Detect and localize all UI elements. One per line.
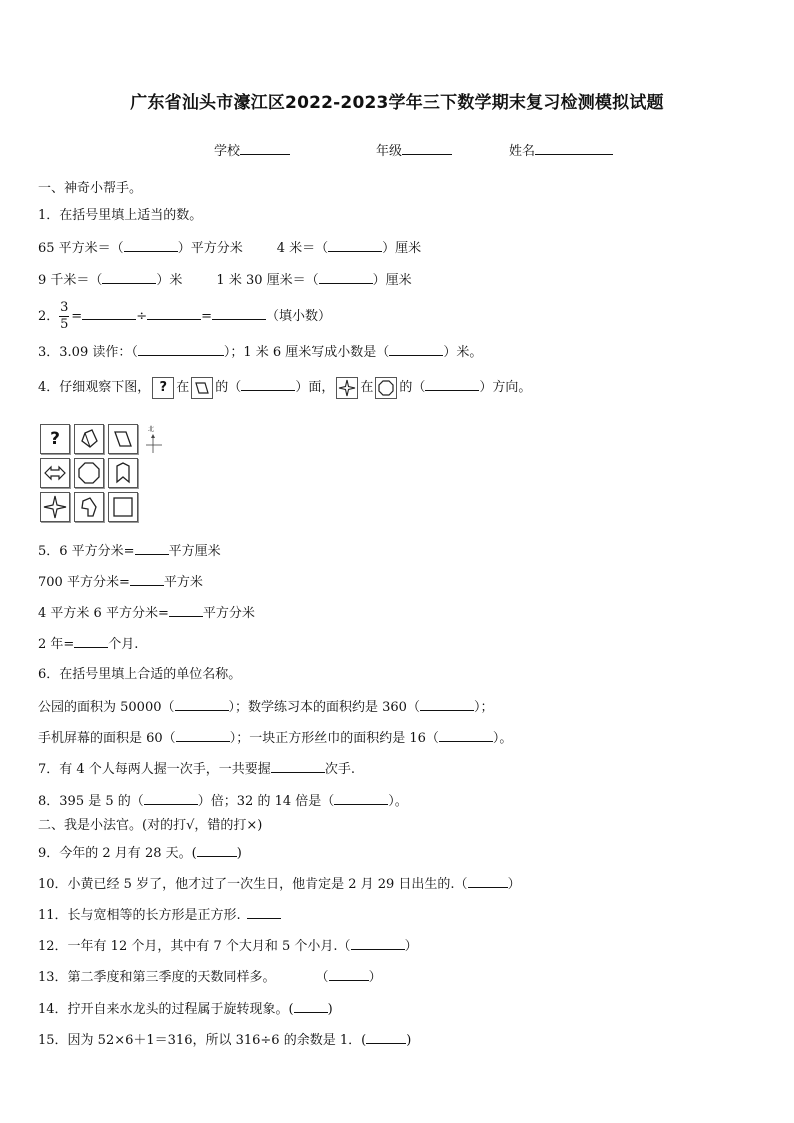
q9-text: ): [236, 846, 242, 861]
grid-cell-irregular: [74, 492, 104, 522]
name-field: [509, 140, 613, 159]
answer-blank[interactable]: [175, 697, 229, 711]
question-5-line-3: [38, 603, 255, 623]
question-4: [38, 376, 531, 400]
parallelogram-box: [191, 377, 213, 399]
grid-cell-square: [108, 492, 138, 522]
question-15: [38, 1030, 411, 1050]
question-mark-icon: ?: [50, 429, 60, 449]
q5-text: 4 平方米 6 平方分米=: [38, 606, 169, 621]
question-3: [38, 342, 482, 362]
section-2-heading: 二、我是小法官。(对的打√，错的打×): [38, 818, 263, 833]
q1-text: ）厘米: [382, 241, 422, 256]
question-5-line-2: [38, 572, 203, 592]
q14-text: 14．拧开自来水龙头的过程属于旋转现象。(: [38, 1002, 294, 1017]
fraction: [59, 301, 69, 332]
q5-text: 2 年=: [38, 637, 75, 652]
q5-text: 平方分米: [202, 606, 255, 621]
school-label: 学校: [214, 144, 241, 159]
question-1-line-1: [38, 238, 421, 258]
divide-sign: ÷: [136, 309, 148, 324]
q3-text: 3．3.09 读作：（: [38, 345, 138, 360]
school-blank[interactable]: [240, 141, 290, 155]
q1-text: ）米: [156, 273, 183, 288]
answer-blank[interactable]: [420, 697, 474, 711]
answer-blank[interactable]: [135, 541, 169, 555]
q6-text: ）；一块正方形丝巾的面积约是 16（: [229, 731, 439, 746]
question-2: [38, 298, 331, 336]
answer-blank[interactable]: [319, 270, 373, 284]
answer-blank[interactable]: [147, 306, 201, 320]
slanted-pentagon-icon: [77, 427, 101, 451]
q6-text: 手机屏幕的面积是 60（: [38, 731, 176, 746]
q4-text: ）方向。: [479, 380, 532, 395]
grid-cell-double-arrow: [40, 458, 70, 488]
q8-text: ）倍；32 的 14 倍是（: [197, 794, 335, 809]
octagon-box: [375, 377, 397, 399]
name-label: 姓名: [509, 144, 536, 159]
name-blank[interactable]: [535, 141, 613, 155]
answer-blank[interactable]: [439, 728, 493, 742]
q12-text: 12．一年有 12 个月，其中有 7 个大月和 5 个小月.（: [38, 939, 351, 954]
q5-text: 平方厘米: [168, 544, 221, 559]
answer-blank[interactable]: [468, 874, 508, 888]
q4-text: ）面，: [295, 380, 335, 395]
grid-cell-star: [40, 492, 70, 522]
q4-text: 在: [176, 380, 190, 395]
q5-text: 个月.: [108, 637, 139, 652]
q10-text: 10．小黄已经 5 岁了，他才过了一次生日，他肯定是 2 月 29 日出生的.（: [38, 877, 468, 892]
grid-cell-parallelogram: [108, 424, 138, 454]
answer-blank[interactable]: [74, 634, 108, 648]
four-point-star-icon: [338, 379, 356, 397]
question-mark-icon: ?: [159, 379, 168, 395]
irregular-shape-icon: [77, 495, 101, 519]
grade-label: 年级: [376, 144, 403, 159]
q1-text: 4 米＝（: [276, 241, 329, 256]
answer-blank[interactable]: [241, 377, 295, 391]
q6-text: ）；数学练习本的面积约是 360（: [228, 700, 420, 715]
fraction-denominator: 5: [60, 317, 69, 332]
answer-blank[interactable]: [212, 306, 266, 320]
answer-blank[interactable]: [247, 905, 281, 919]
q1-text: 9 千米＝（: [38, 273, 103, 288]
q3-text: ）；1 米 6 厘米写成小数是（: [223, 345, 390, 360]
question-6-line-1: [38, 697, 493, 717]
q12-text: ）: [404, 939, 418, 954]
compass: [145, 427, 173, 459]
q4-text: 在: [360, 380, 374, 395]
q6-text: ）；: [473, 700, 494, 715]
question-5-line-1: [38, 541, 221, 561]
answer-blank[interactable]: [334, 791, 388, 805]
answer-blank[interactable]: [329, 967, 369, 981]
answer-blank[interactable]: [351, 936, 405, 950]
question-6-title: 6．在括号里填上合适的单位名称。: [38, 667, 242, 682]
q1-text: 1 米 30 厘米＝（: [216, 273, 319, 288]
compass-north-label: 北: [148, 426, 155, 433]
answer-blank[interactable]: [328, 238, 382, 252]
q1-text: 65 平方米＝（: [38, 241, 124, 256]
q14-text: ): [327, 1002, 333, 1017]
octagon-icon: [377, 379, 395, 397]
parallelogram-icon: [193, 379, 211, 397]
bookmark-shape-icon: [111, 461, 135, 485]
q4-text: 4．仔细观察下图，: [38, 380, 151, 395]
question-9: [38, 843, 242, 863]
equals-sign: =: [201, 309, 212, 324]
question-7: [38, 759, 355, 779]
q13-text: 13．第二季度和第三季度的天数同样多。: [38, 970, 276, 985]
q8-text: 8．395 是 5 的（: [38, 794, 144, 809]
q5-text: 平方米: [163, 575, 203, 590]
parallelogram-icon: [111, 427, 135, 451]
q6-text: ）。: [492, 731, 513, 746]
q7-text: 次手.: [324, 762, 355, 777]
answer-blank[interactable]: [130, 572, 164, 586]
answer-blank[interactable]: [144, 791, 198, 805]
question-11: [38, 905, 281, 925]
answer-blank[interactable]: [271, 759, 325, 773]
grid-cell-bookmark: [108, 458, 138, 488]
q1-text: ）厘米: [372, 273, 412, 288]
question-1-title: 1．在括号里填上适当的数。: [38, 208, 203, 223]
grid-cell-pentagon: [74, 424, 104, 454]
answer-blank[interactable]: [294, 999, 328, 1013]
answer-blank[interactable]: [176, 728, 230, 742]
fraction-numerator: 3: [60, 300, 69, 315]
section-1-heading: 一、神奇小帮手。: [38, 181, 143, 196]
q3-text: ）米。: [443, 345, 483, 360]
school-field: [214, 140, 290, 159]
answer-blank[interactable]: [138, 342, 224, 356]
double-arrow-icon: [43, 461, 67, 485]
q10-text: ）: [507, 877, 521, 892]
answer-blank[interactable]: [425, 377, 479, 391]
q2-suffix: （填小数）: [266, 309, 332, 324]
q5-text: 5．6 平方分米=: [38, 544, 135, 559]
q7-text: 7．有 4 个人每两人握一次手，一共要握: [38, 762, 271, 777]
question-13: [38, 967, 382, 987]
question-8: [38, 791, 408, 811]
answer-blank[interactable]: [124, 238, 178, 252]
q1-text: ）平方分米: [177, 241, 243, 256]
q8-text: ）。: [388, 794, 408, 809]
q15-text: 15．因为 52×6＋1＝316，所以 316÷6 的余数是 1．(: [38, 1033, 367, 1048]
q6-text: 公园的面积为 50000（: [38, 700, 175, 715]
answer-blank[interactable]: [102, 270, 156, 284]
answer-blank[interactable]: [197, 843, 237, 857]
question-6-line-2: [38, 728, 512, 748]
question-5-line-4: [38, 634, 138, 654]
q11-text: 11．长与宽相等的长方形是正方形.: [38, 908, 241, 923]
question-mark-box: [152, 377, 174, 399]
question-10: [38, 874, 521, 894]
grid-cell-question: [40, 424, 70, 454]
octagon-icon: [77, 461, 101, 485]
q13-text: （: [315, 970, 329, 985]
q5-text: 700 平方分米=: [38, 575, 130, 590]
q4-text: 的（: [399, 380, 426, 395]
q4-text: 的（: [215, 380, 242, 395]
four-point-star-icon: [43, 495, 67, 519]
q9-text: 9．今年的 2 月有 28 天。(: [38, 846, 197, 861]
grade-field: [376, 140, 452, 159]
q13-text: ）: [368, 970, 382, 985]
question-1-line-2: [38, 270, 412, 290]
q15-text: ): [406, 1033, 412, 1048]
answer-blank[interactable]: [389, 342, 443, 356]
square-icon: [111, 495, 135, 519]
grade-blank[interactable]: [402, 141, 452, 155]
page-title: 广东省汕头市濠江区2022-2023学年三下数学期末复习检测模拟试题: [130, 93, 664, 113]
question-14: [38, 999, 333, 1019]
answer-blank[interactable]: [82, 306, 136, 320]
q2-number: 2．: [38, 309, 60, 324]
question-12: [38, 936, 418, 956]
answer-blank[interactable]: [169, 603, 203, 617]
star-box: [336, 377, 358, 399]
answer-blank[interactable]: [366, 1030, 406, 1044]
equals-sign: =: [71, 309, 83, 324]
grid-cell-octagon: [74, 458, 104, 488]
